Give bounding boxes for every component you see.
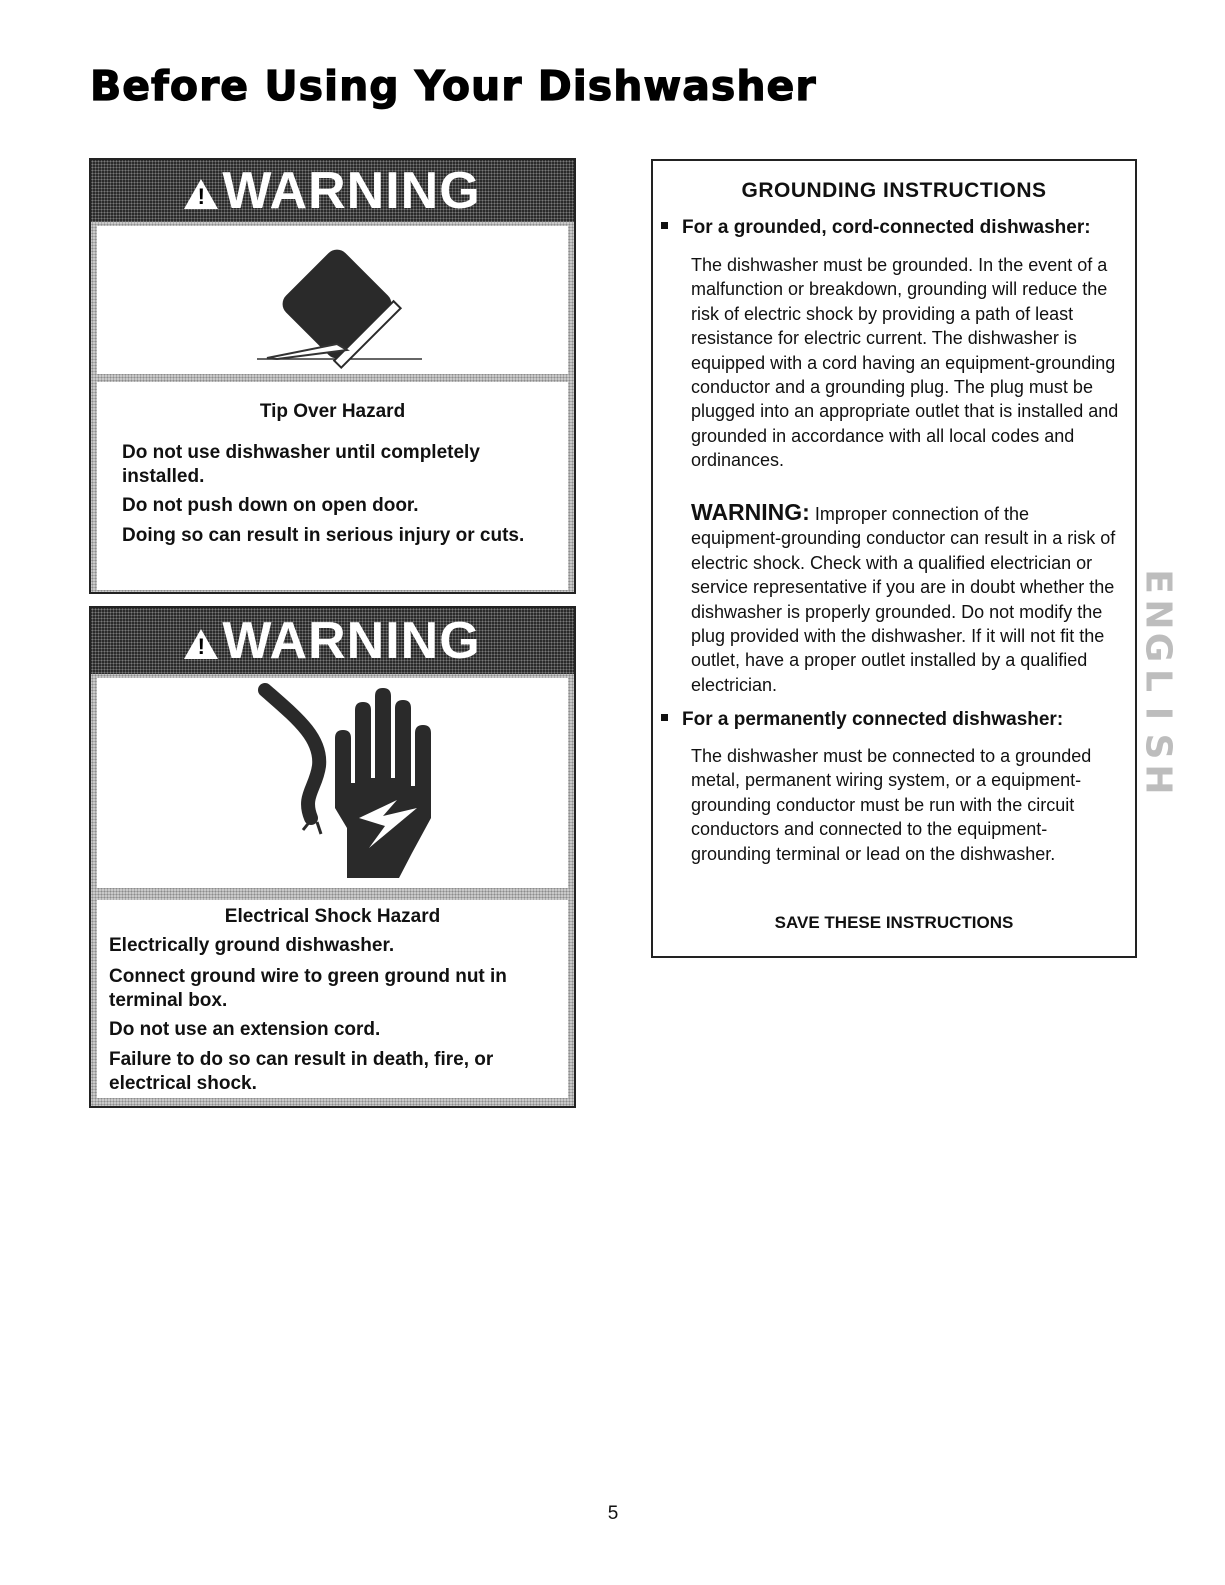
section-heading-text: For a grounded, cord-connected dishwasher: (682, 217, 1091, 238)
warning-label: WARNING: (691, 499, 810, 525)
section-heading (661, 217, 1131, 239)
side-tab-letter: E (1137, 569, 1179, 594)
page-title: Before Using Your Dishwasher (90, 62, 817, 110)
warning-text: Improper connection of the equipment-grounding conductor can result in a risk of electric shock. Check with a qualified electrician or service representative if you are in doubt whether the dishwasher is properly grounded. Do not modify the plug provided with the dishwasher. If it will not fit the outlet, have a proper outlet installed by a qualified electrician. (691, 504, 1116, 695)
grounding-paragraph: The dishwasher must be connected to a grounded metal, permanent wiring system, or a equipment-grounding conductor must be run with the circuit conductors and connected to the equipment-grounding terminal or lead on the dishwasher. (691, 746, 1092, 864)
page-number: 5 (607, 1503, 619, 1524)
grounding-title: GROUNDING INSTRUCTIONS (741, 179, 1047, 202)
side-tab-letter: I (1137, 706, 1179, 721)
shock-text-block (97, 900, 568, 1098)
tip-over-dishwasher-icon (97, 226, 572, 374)
section-heading (661, 709, 1131, 731)
warning-signal-word: WARNING (222, 162, 481, 220)
warning-triangle-icon: ! (184, 179, 218, 209)
side-tab-letter: G (1137, 632, 1179, 663)
tip-over-warning-panel (89, 158, 576, 594)
warning-header (91, 160, 574, 222)
warning-line: Do not use dishwasher until completely installed. (122, 442, 480, 487)
language-side-tab (1127, 565, 1189, 795)
warning-line: Do not push down on open door. (122, 495, 419, 516)
warning-line: Electrically ground dishwasher. (109, 935, 395, 956)
hazard-title: Tip Over Hazard (259, 401, 406, 422)
hazard-title: Electrical Shock Hazard (224, 906, 441, 927)
bullet-icon (661, 222, 668, 229)
electrical-shock-warning-panel (89, 606, 576, 1108)
section-heading-text: For a permanently connected dishwasher: (682, 709, 1064, 730)
side-tab-letter: H (1137, 764, 1179, 795)
warning-signal-word: WARNING (222, 612, 481, 670)
warning-paragraph (691, 500, 1123, 697)
side-tab-letter: N (1137, 599, 1179, 630)
tip-over-pictogram (97, 226, 568, 374)
grounding-instructions-box (651, 159, 1137, 958)
warning-header (91, 608, 574, 674)
side-tab-letter: S (1137, 733, 1179, 760)
shock-pictogram (97, 678, 568, 888)
bullet-icon (661, 714, 668, 721)
grounding-paragraph: The dishwasher must be grounded. In the event of a malfunction or breakdown, grounding will reduce the risk of electric shock by providing a path of least resistance for electric current. The dishwasher is equipped with a cord having an equipment-grounding conductor and a grounding plug. The plug must be plugged into an appropriate outlet that is installed and grounded in accordance with all local codes and ordinances. (691, 255, 1119, 471)
warning-line: Connect ground wire to green ground nut in terminal box. (109, 966, 507, 1011)
side-tab-letter: L (1137, 669, 1179, 692)
save-instructions-note: SAVE THESE INSTRUCTIONS (774, 913, 1014, 932)
tip-over-text-block (97, 382, 568, 590)
warning-line: Doing so can result in serious injury or cuts. (122, 525, 525, 546)
warning-line: Do not use an extension cord. (109, 1019, 381, 1040)
electric-shock-hand-icon (97, 678, 572, 888)
warning-triangle-icon: ! (184, 629, 218, 659)
warning-line: Failure to do so can result in death, fire, or electrical shock. (109, 1049, 494, 1094)
